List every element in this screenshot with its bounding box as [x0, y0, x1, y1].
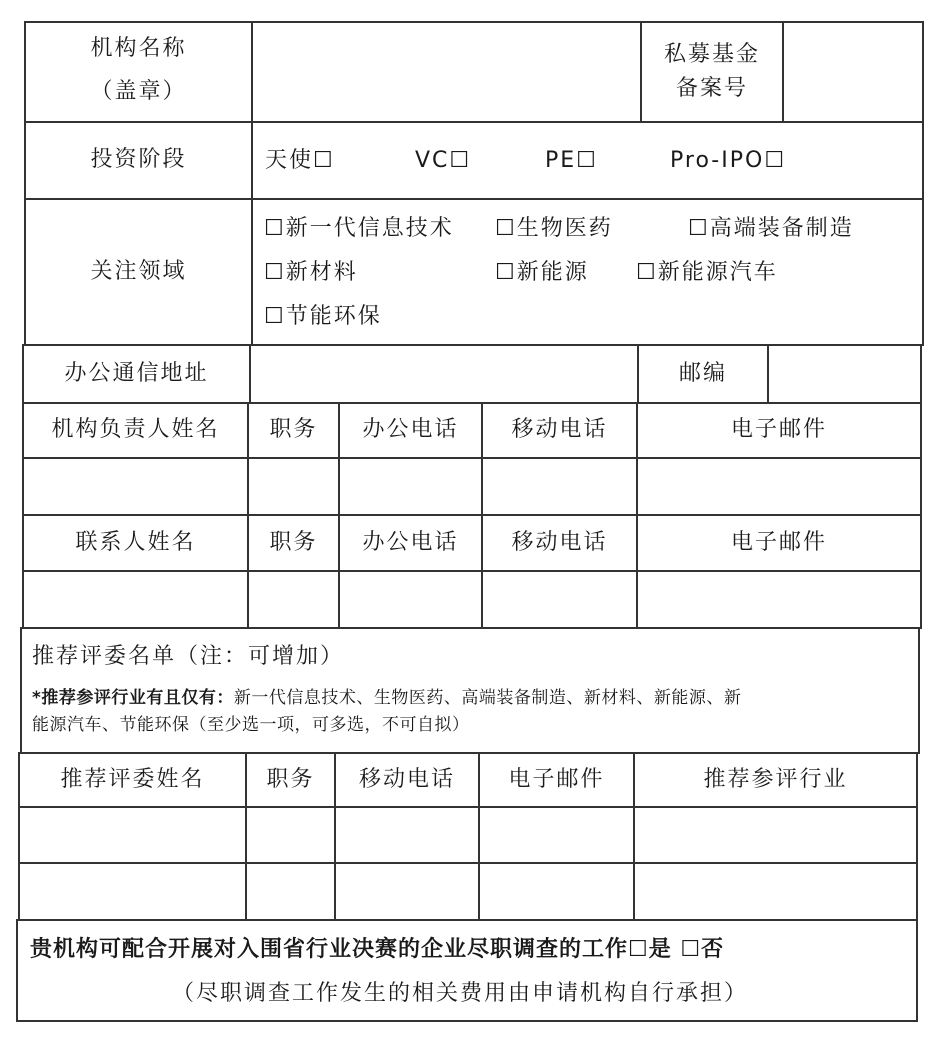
judge-mobile-header: 移动电话: [358, 767, 455, 792]
head-email-header: 电子邮件: [730, 417, 827, 442]
head-name-header: 机构负责人姓名: [51, 417, 220, 442]
border-left: [22, 344, 24, 629]
judges-note-line-2: 能源汽车、节能环保（至少选一项，可多选，不可自拟）: [32, 715, 470, 735]
org-seal-label: （盖章）: [90, 79, 187, 104]
row-line: [22, 457, 922, 459]
border-right: [920, 344, 922, 629]
filing-number-label-2: 备案号: [675, 76, 748, 101]
row-line: [24, 198, 924, 200]
focus-option-ev[interactable]: ☐新能源汽车: [636, 260, 778, 285]
head-mobile-header: 移动电话: [511, 417, 608, 442]
focus-option-it[interactable]: ☐新一代信息技术: [264, 216, 454, 241]
contact-name-header: 联系人姓名: [75, 530, 196, 555]
border-left: [16, 919, 18, 1022]
judges-note-bold: *推荐参评行业有且仅有：: [32, 688, 234, 708]
postcode-input[interactable]: [769, 346, 920, 402]
stage-option-pe[interactable]: PE☐: [545, 148, 598, 173]
judges-note-line-1: [32, 690, 741, 707]
contact-title-header: 职务: [269, 530, 318, 555]
focus-option-equipment[interactable]: ☐高端装备制造: [688, 216, 854, 241]
contact-office-phone-header: 办公电话: [362, 530, 459, 555]
focus-option-energy[interactable]: ☐新能源: [495, 260, 589, 285]
row-line: [20, 627, 922, 629]
row-line: [22, 514, 922, 516]
border-bottom: [16, 1020, 918, 1022]
col-line: [640, 21, 642, 123]
due-diligence-note: （尽职调查工作发生的相关费用由申请机构自行承担）: [172, 981, 749, 1006]
contact-mobile-header: 移动电话: [511, 530, 608, 555]
focus-area-label: 关注领域: [90, 259, 187, 284]
due-diligence-question[interactable]: 贵机构可配合开展对入围省行业决赛的企业尽职调查的工作☐是 ☐否: [30, 937, 725, 962]
filing-number-label-1: 私募基金: [663, 42, 760, 67]
stage-option-vc[interactable]: VC☐: [415, 148, 472, 173]
border-left: [24, 21, 26, 346]
judge-name-header: 推荐评委姓名: [60, 767, 205, 792]
border-right: [918, 627, 920, 754]
row-line: [18, 806, 918, 808]
border-left: [20, 627, 22, 754]
address-label: 办公通信地址: [64, 361, 209, 386]
row-line: [24, 121, 924, 123]
judge-title-header: 职务: [266, 767, 315, 792]
focus-option-biomed[interactable]: ☐生物医药: [495, 216, 613, 241]
judges-title: 推荐评委名单（注：可增加）: [32, 644, 345, 669]
row-line: [22, 570, 922, 572]
address-input[interactable]: [251, 346, 637, 402]
head-office-phone-header: 办公电话: [362, 417, 459, 442]
stage-option-pro-ipo[interactable]: Pro-IPO☐: [670, 148, 787, 173]
judge-industry-header: 推荐参评行业: [703, 767, 848, 792]
border-right: [922, 21, 924, 346]
postcode-label: 邮编: [678, 361, 727, 386]
row-line: [18, 752, 920, 754]
head-title-header: 职务: [269, 417, 318, 442]
org-name-input[interactable]: [253, 23, 640, 121]
contact-email-header: 电子邮件: [730, 530, 827, 555]
border-right: [916, 752, 918, 1022]
focus-option-materials[interactable]: ☐新材料: [264, 260, 358, 285]
org-name-label: 机构名称: [90, 36, 187, 61]
row-line: [18, 862, 918, 864]
row-line: [22, 402, 922, 404]
investment-stage-label: 投资阶段: [90, 147, 187, 172]
focus-option-eco[interactable]: ☐节能环保: [264, 304, 382, 329]
filing-number-input[interactable]: [784, 23, 922, 121]
judges-note-text: 新一代信息技术、生物医药、高端装备制造、新材料、新能源、新: [233, 688, 742, 708]
judge-email-header: 电子邮件: [508, 767, 605, 792]
stage-option-angel[interactable]: 天使☐: [265, 148, 335, 173]
row-line: [18, 919, 918, 921]
